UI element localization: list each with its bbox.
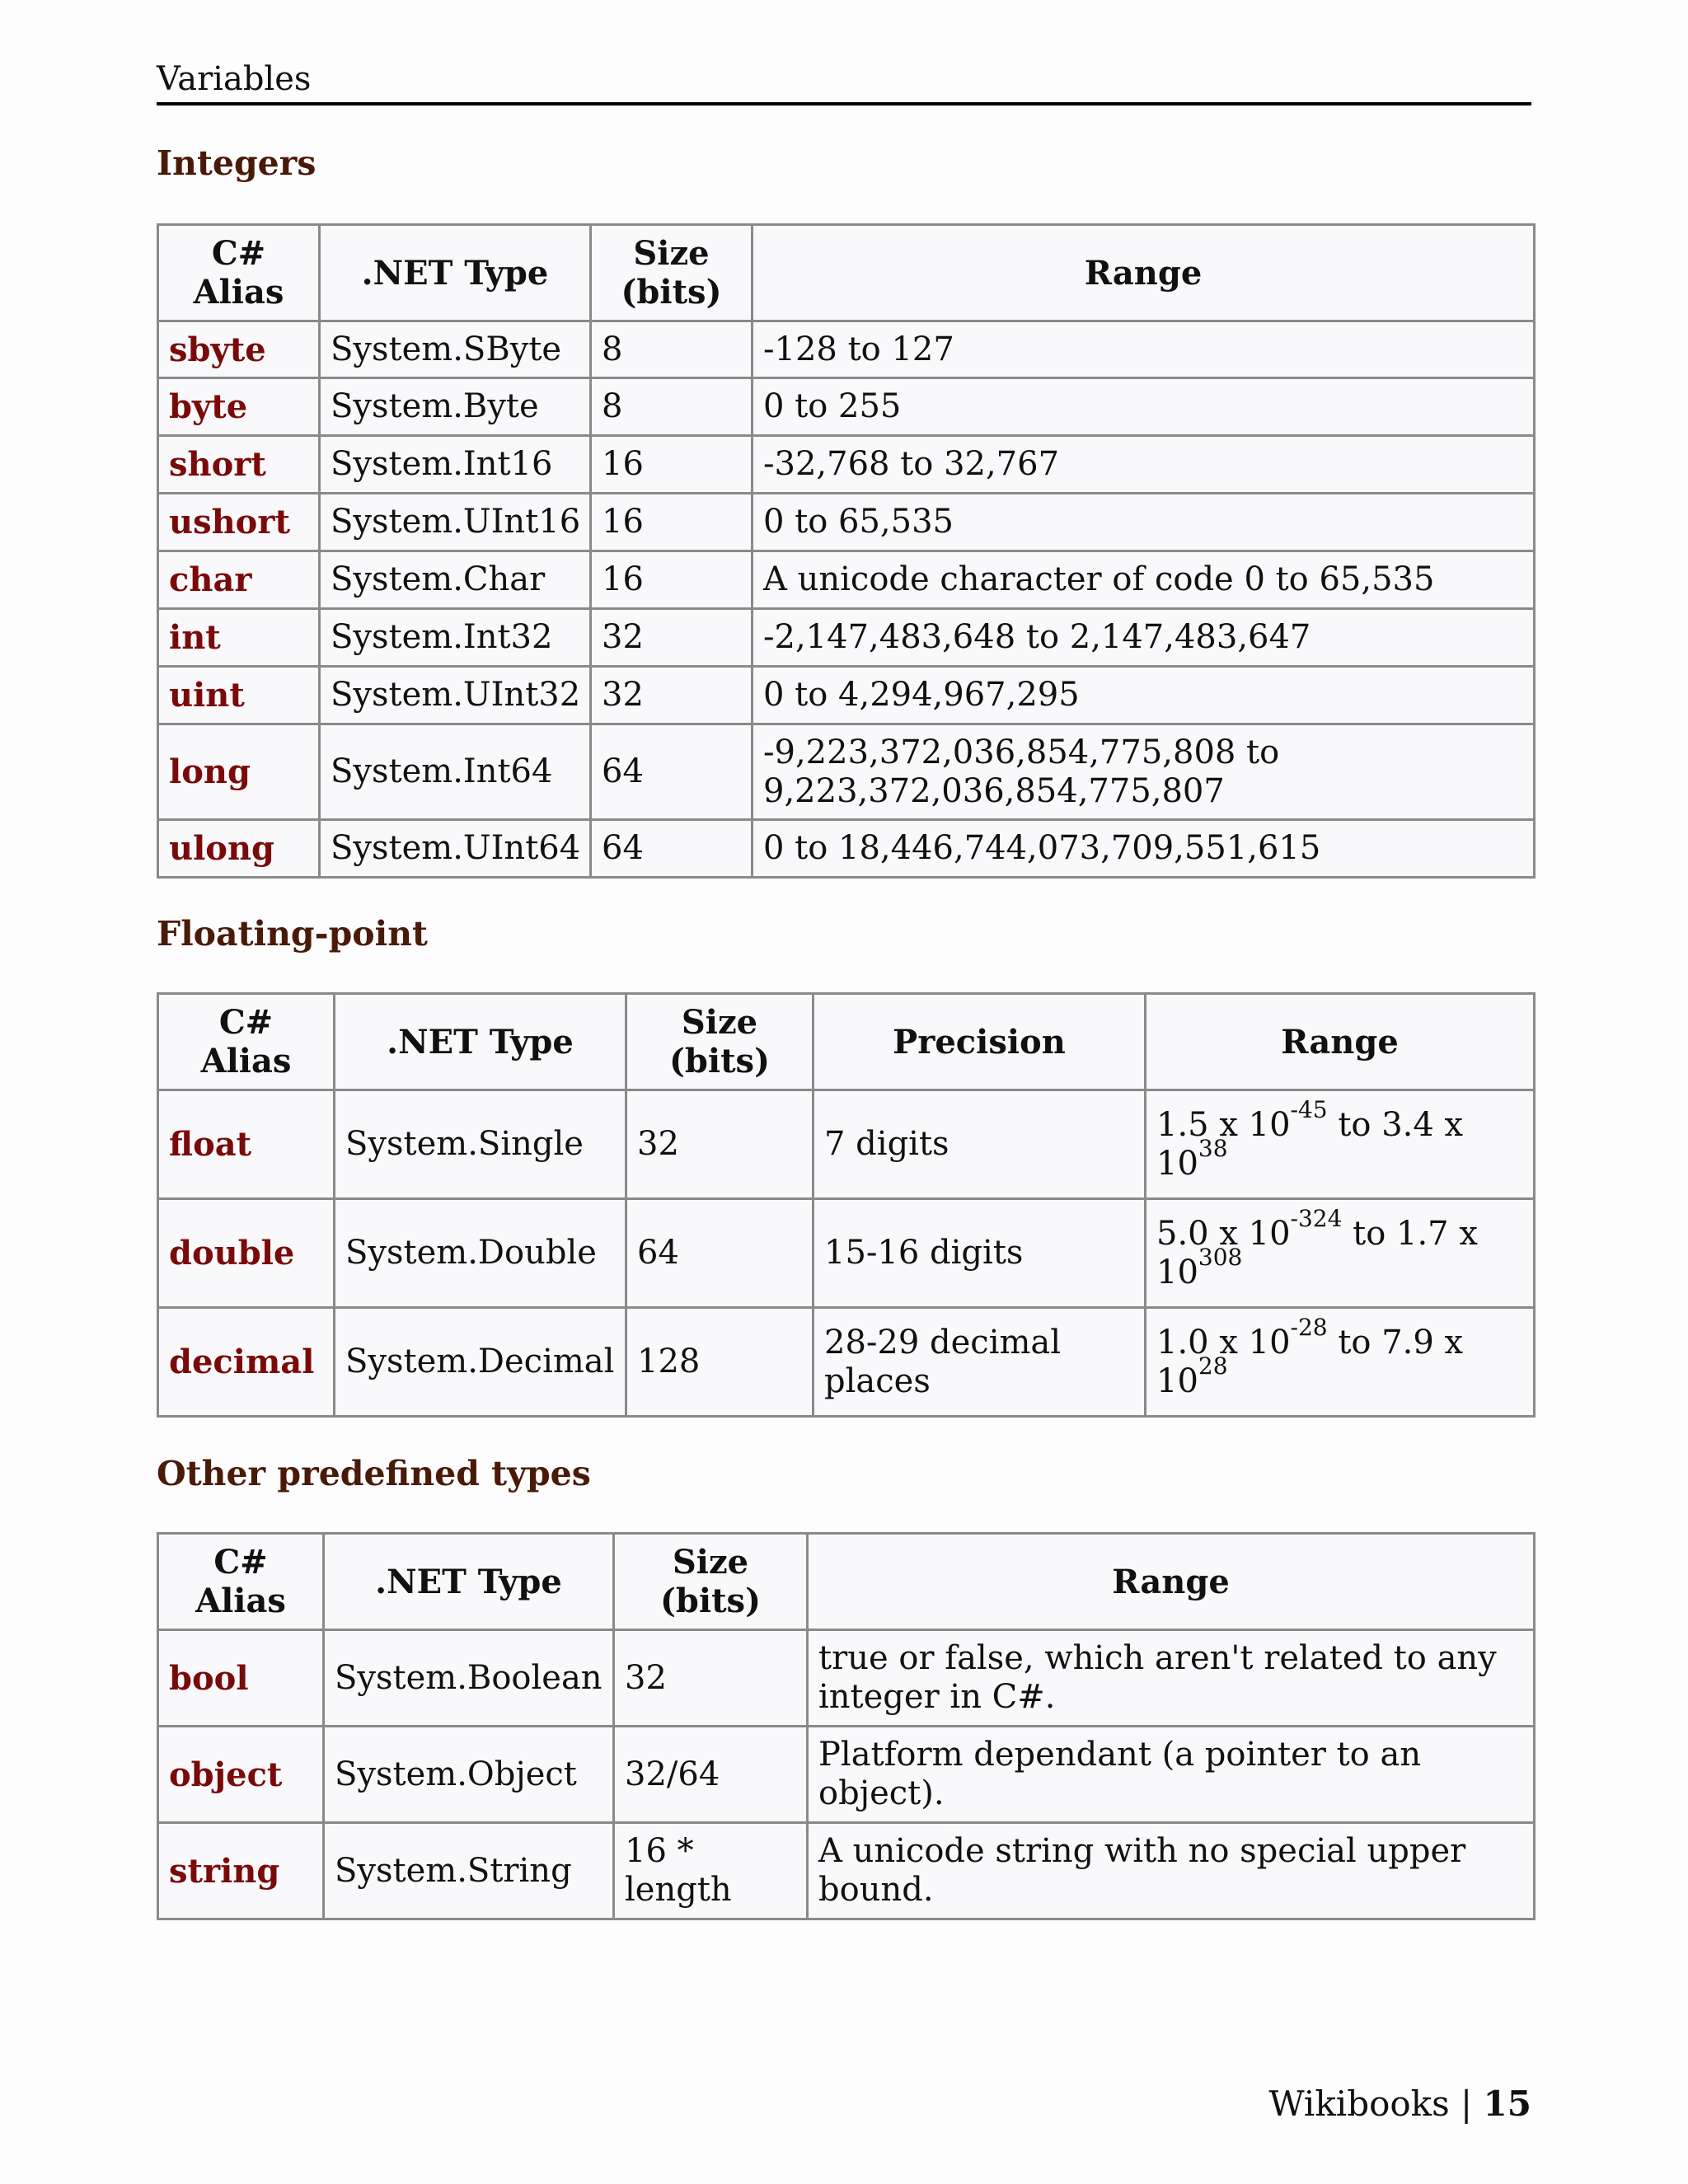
size-bits: 16 xyxy=(591,436,753,494)
column-header-alias: C# Alias xyxy=(158,1534,324,1630)
net-type: System.SByte xyxy=(320,321,591,378)
range: -9,223,372,036,854,775,808 to 9,223,372,036,854,775,807 xyxy=(753,724,1535,820)
range-low-mantissa: 1.0 xyxy=(1156,1323,1209,1361)
range-high-exponent: 28 xyxy=(1198,1352,1228,1380)
range-low-mantissa: 1.5 xyxy=(1156,1105,1209,1144)
range-low-exponent: -45 xyxy=(1290,1095,1328,1123)
net-type: System.String xyxy=(324,1823,614,1919)
range-high-mantissa: 7.9 xyxy=(1381,1323,1434,1361)
net-type: System.Double xyxy=(335,1199,626,1308)
net-type: System.Byte xyxy=(320,378,591,436)
table-row xyxy=(158,1090,1535,1199)
range: 5.0 x $10^{-324}$ to 1.7 x $10^{308}$ xyxy=(1146,1199,1535,1308)
size-bits: 64 xyxy=(591,724,753,820)
footer-source: Wikibooks xyxy=(1268,2083,1450,2124)
range: 0 to 65,535 xyxy=(753,494,1535,551)
precision: 28-29 decimal places xyxy=(814,1308,1146,1417)
net-type: System.Int16 xyxy=(320,436,591,494)
size-bits: 32/64 xyxy=(614,1727,808,1823)
table-row xyxy=(158,378,1535,436)
range: 0 to 18,446,744,073,709,551,615 xyxy=(753,820,1535,878)
range-low-mantissa: 5.0 xyxy=(1156,1214,1209,1253)
size-bits: 8 xyxy=(591,321,753,378)
type-alias: short xyxy=(158,436,320,494)
type-alias: float xyxy=(158,1090,335,1199)
table-row xyxy=(158,667,1535,724)
type-alias: bool xyxy=(158,1630,324,1727)
range-high-mantissa: 1.7 xyxy=(1396,1214,1449,1253)
size-bits: 16 xyxy=(591,551,753,609)
table-row xyxy=(158,436,1535,494)
range: -2,147,483,648 to 2,147,483,647 xyxy=(753,609,1535,667)
size-bits: 64 xyxy=(591,820,753,878)
net-type: System.Int64 xyxy=(320,724,591,820)
type-alias: int xyxy=(158,609,320,667)
range: -128 to 127 xyxy=(753,321,1535,378)
size-bits: 32 xyxy=(626,1090,814,1199)
table-row xyxy=(158,1823,1535,1919)
table-row xyxy=(158,1308,1535,1417)
column-header-size: Size (bits) xyxy=(626,994,814,1090)
other-types-heading: Other predefined types xyxy=(157,1454,591,1493)
range-low-exponent: -324 xyxy=(1290,1204,1343,1232)
type-alias: byte xyxy=(158,378,320,436)
range: -32,768 to 32,767 xyxy=(753,436,1535,494)
type-alias: string xyxy=(158,1823,324,1919)
column-header-range: Range xyxy=(753,225,1535,321)
column-header-size: Size (bits) xyxy=(591,225,753,321)
table-row xyxy=(158,820,1535,878)
size-bits: 16 * length xyxy=(614,1823,808,1919)
precision: 15-16 digits xyxy=(814,1199,1146,1308)
type-alias: double xyxy=(158,1199,335,1308)
column-header-precision: Precision xyxy=(814,994,1146,1090)
range-low-exponent: -28 xyxy=(1290,1313,1328,1341)
size-bits: 8 xyxy=(591,378,753,436)
table-row xyxy=(158,321,1535,378)
type-alias: sbyte xyxy=(158,321,320,378)
range: 0 to 4,294,967,295 xyxy=(753,667,1535,724)
footer-separator: | xyxy=(1461,2083,1473,2124)
floating-point-table xyxy=(157,992,1536,1418)
table-row xyxy=(158,1630,1535,1727)
table-row xyxy=(158,724,1535,820)
range: Platform dependant (a pointer to an object). xyxy=(808,1727,1535,1823)
page-footer xyxy=(1268,2081,1531,2127)
type-alias: long xyxy=(158,724,320,820)
integers-table xyxy=(157,223,1536,879)
net-type: System.Single xyxy=(335,1090,626,1199)
type-alias: object xyxy=(158,1727,324,1823)
column-header-alias: C# Alias xyxy=(158,225,320,321)
net-type: System.UInt16 xyxy=(320,494,591,551)
type-alias: char xyxy=(158,551,320,609)
range: A unicode string with no special upper bound. xyxy=(808,1823,1535,1919)
floating-point-heading: Floating-point xyxy=(157,914,428,954)
page-header: Variables xyxy=(157,56,1531,105)
integers-heading: Integers xyxy=(157,143,316,183)
column-header-alias: C# Alias xyxy=(158,994,335,1090)
net-type: System.Decimal xyxy=(335,1308,626,1417)
size-bits: 32 xyxy=(614,1630,808,1727)
other-types-table xyxy=(157,1532,1536,1920)
net-type: System.UInt32 xyxy=(320,667,591,724)
column-header-range: Range xyxy=(1146,994,1535,1090)
type-alias: ushort xyxy=(158,494,320,551)
range-high-exponent: 308 xyxy=(1198,1243,1243,1271)
range: true or false, which aren't related to any integer in C#. xyxy=(808,1630,1535,1727)
table-row xyxy=(158,1199,1535,1308)
type-alias: ulong xyxy=(158,820,320,878)
precision: 7 digits xyxy=(814,1090,1146,1199)
type-alias: uint xyxy=(158,667,320,724)
net-type: System.Char xyxy=(320,551,591,609)
page-number: 15 xyxy=(1483,2083,1531,2124)
size-bits: 32 xyxy=(591,667,753,724)
table-row xyxy=(158,609,1535,667)
column-header-net-type: .NET Type xyxy=(335,994,626,1090)
net-type: System.UInt64 xyxy=(320,820,591,878)
column-header-net-type: .NET Type xyxy=(320,225,591,321)
size-bits: 128 xyxy=(626,1308,814,1417)
net-type: System.Object xyxy=(324,1727,614,1823)
range: A unicode character of code 0 to 65,535 xyxy=(753,551,1535,609)
column-header-net-type: .NET Type xyxy=(324,1534,614,1630)
range-high-exponent: 38 xyxy=(1198,1134,1228,1162)
range: 0 to 255 xyxy=(753,378,1535,436)
net-type: System.Int32 xyxy=(320,609,591,667)
column-header-range: Range xyxy=(808,1534,1535,1630)
size-bits: 64 xyxy=(626,1199,814,1308)
net-type: System.Boolean xyxy=(324,1630,614,1727)
table-row xyxy=(158,1727,1535,1823)
table-row xyxy=(158,551,1535,609)
type-alias: decimal xyxy=(158,1308,335,1417)
range-high-mantissa: 3.4 xyxy=(1381,1105,1434,1144)
size-bits: 32 xyxy=(591,609,753,667)
table-row xyxy=(158,494,1535,551)
range: 1.0 x $10^{-28}$ to 7.9 x $10^{28}$ xyxy=(1146,1308,1535,1417)
column-header-size: Size (bits) xyxy=(614,1534,808,1630)
range: 1.5 x $10^{-45}$ to 3.4 x $10^{38}$ xyxy=(1146,1090,1535,1199)
size-bits: 16 xyxy=(591,494,753,551)
